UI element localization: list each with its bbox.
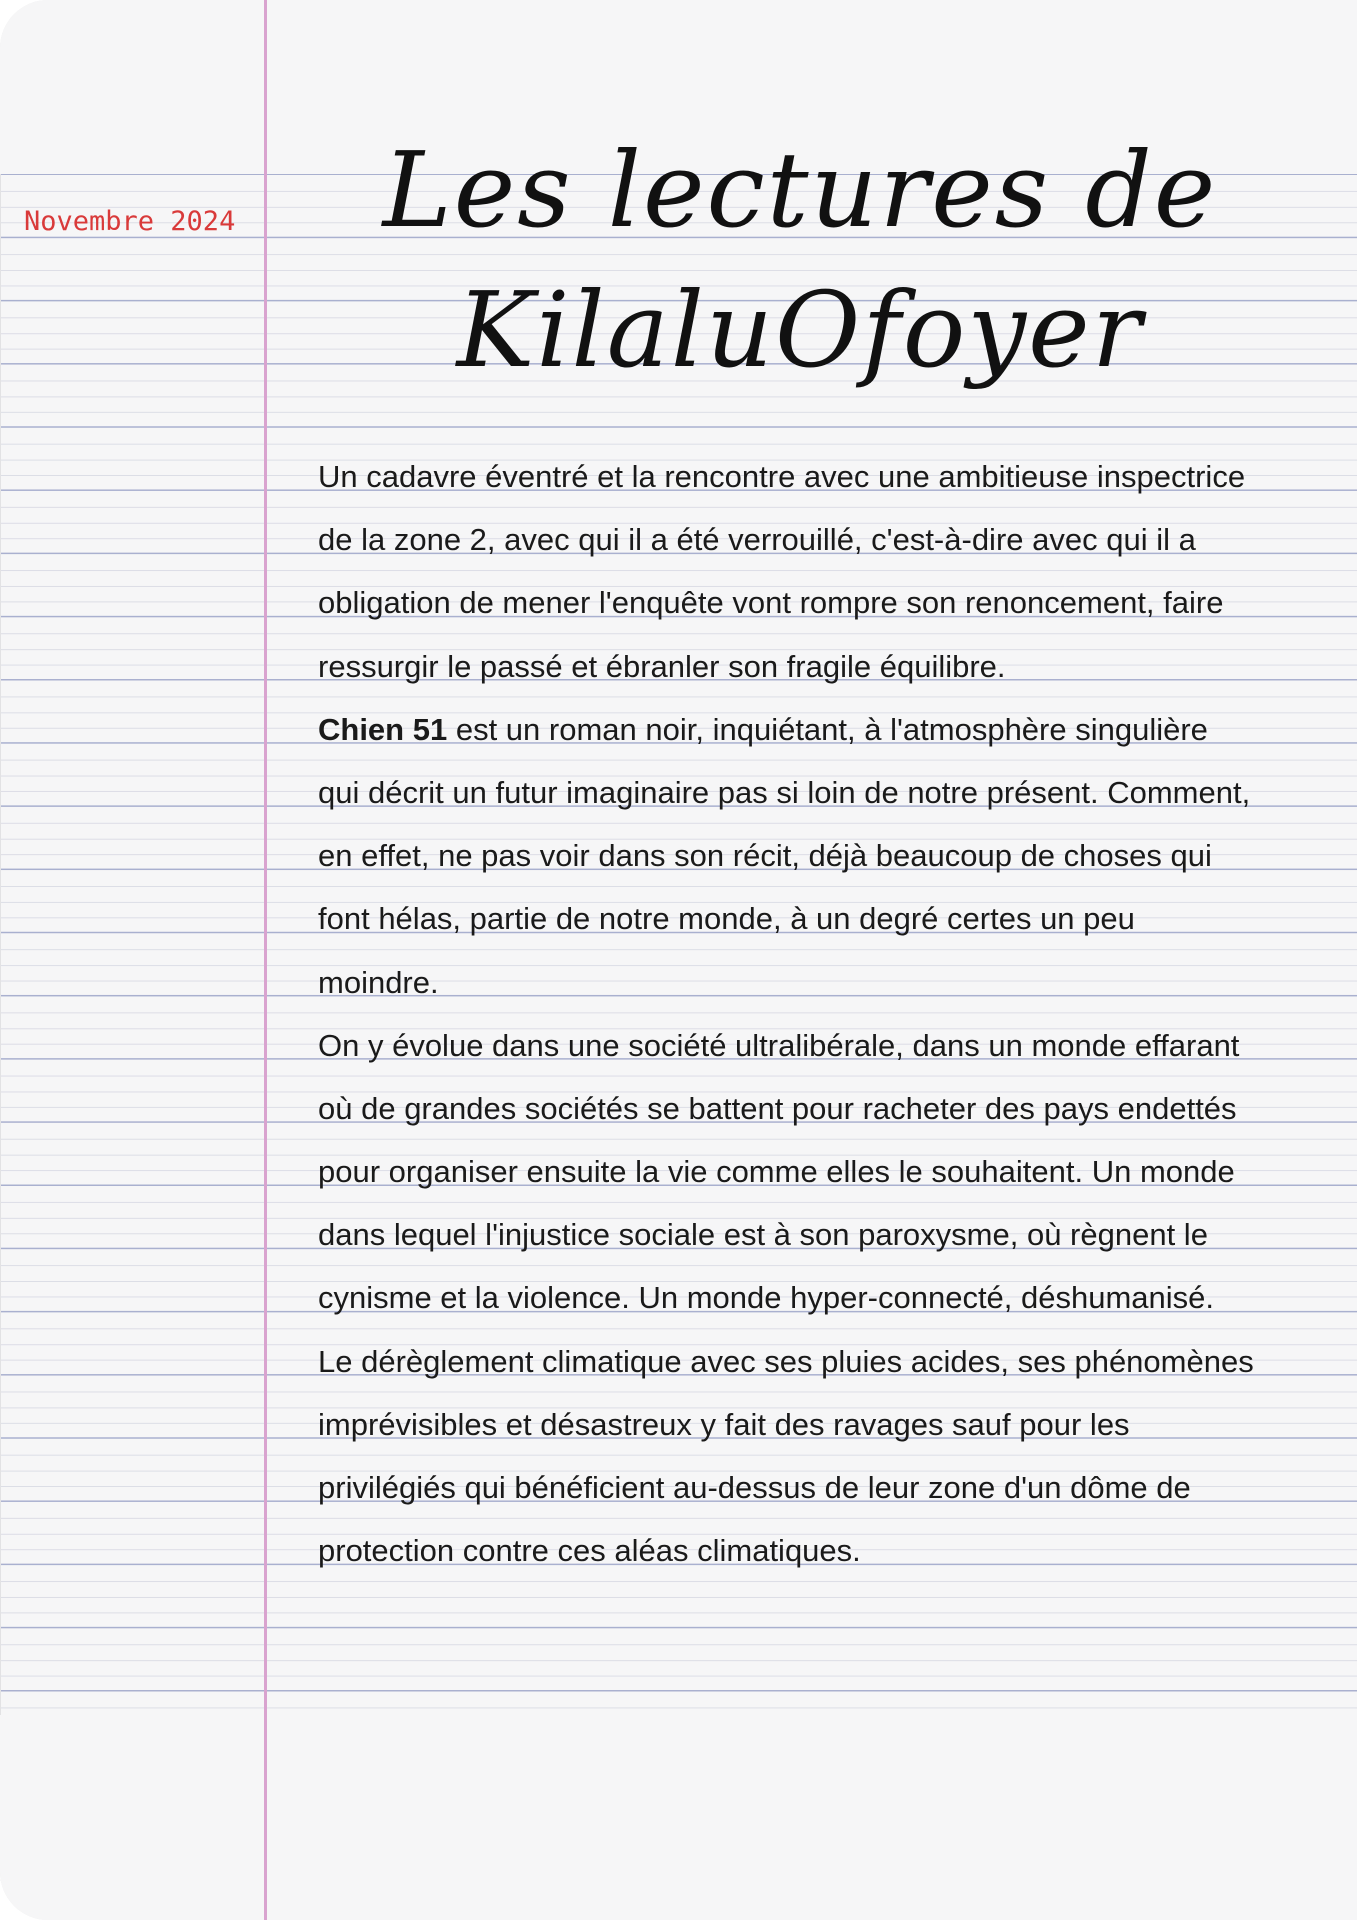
text-line-rest: est un roman noir, inquiétant, à l'atmosphère singulière	[447, 711, 1208, 747]
text-line: Un cadavre éventré et la rencontre avec une ambitieuse inspectrice	[318, 459, 1246, 494]
text-line: pour organiser ensuite la vie comme elles le souhaitent. Un monde	[318, 1154, 1235, 1190]
text-line: de la zone 2, avec qui il a été verrouillé, c'est-à-dire avec qui il a	[318, 522, 1196, 558]
text-line: font hélas, partie de notre monde, à un degré certes un peu	[318, 901, 1135, 937]
text-line: Le dérèglement climatique avec ses pluies acides, ses phénomènes	[318, 1343, 1254, 1379]
text-line: imprévisibles et désastreux y fait des ravages sauf pour les	[318, 1406, 1130, 1442]
text-line: en effet, ne pas voir dans son récit, déjà beaucoup de choses qui	[318, 838, 1212, 874]
text-line-bold-title	[318, 698, 1338, 761]
text-line: On y évolue dans une société ultralibérale, dans un monde effarant	[318, 1027, 1240, 1063]
text-line: obligation de mener l'enquête vont rompre son renoncement, faire	[318, 585, 1224, 621]
text-line: où de grandes sociétés se battent pour racheter des pays endettés	[318, 1090, 1237, 1126]
book-title: Chien 51	[318, 711, 448, 747]
title-line-2: KilaluOfoyer	[456, 269, 1144, 391]
text-line: ressurgir le passé et ébranler son fragile équilibre.	[318, 648, 1006, 684]
review-text	[318, 445, 1338, 1582]
text-line: dans lequel l'injustice sociale est à son paroxysme, où règnent le	[318, 1217, 1208, 1253]
title-line-1: Les lectures de	[382, 129, 1218, 251]
page-footer-area	[0, 1715, 1357, 1920]
page-title	[300, 120, 1300, 400]
text-line: moindre.	[318, 964, 439, 1000]
margin-line	[264, 0, 267, 1920]
date-label: Novembre 2024	[24, 206, 236, 237]
text-line: privilégiés qui bénéficient au-dessus de leur zone d'un dôme de	[318, 1470, 1191, 1505]
text-line: protection contre ces aléas climatiques.	[318, 1533, 861, 1569]
text-line: cynisme et la violence. Un monde hyper-connecté, déshumanisé.	[318, 1280, 1215, 1316]
text-line: qui décrit un futur imaginaire pas si loin de notre présent. Comment,	[318, 774, 1251, 810]
